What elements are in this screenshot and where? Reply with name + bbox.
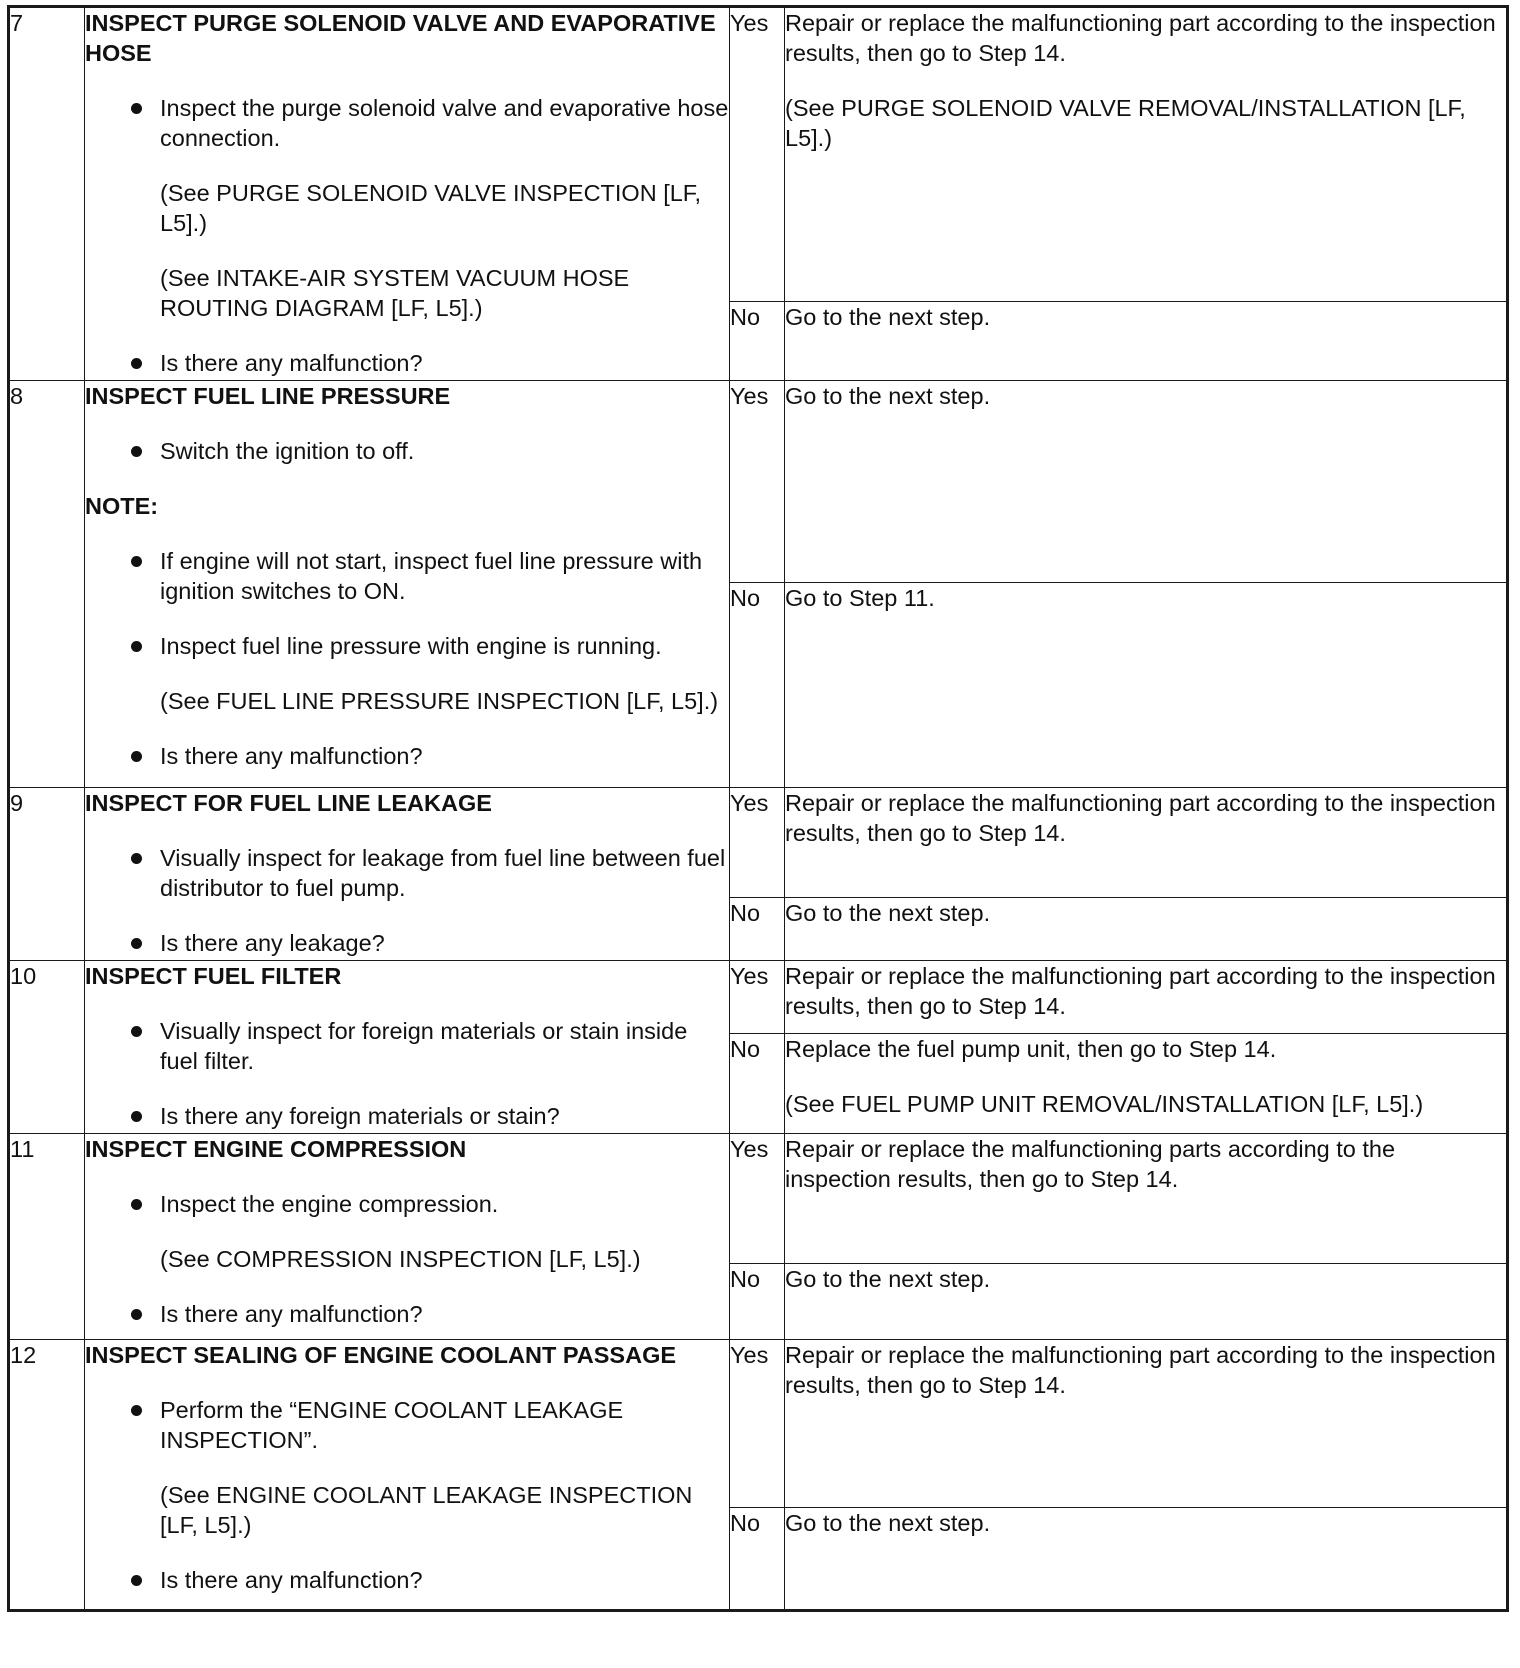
yes-label: Yes <box>730 1134 785 1264</box>
no-label: No <box>730 1508 785 1611</box>
inspection-bullet: Visually inspect for foreign materials or stain inside fuel filter. <box>85 1016 729 1076</box>
yes-action-cell <box>785 7 1508 302</box>
yes-label: Yes <box>730 7 785 302</box>
no-action-text: Go to Step 11. <box>785 585 935 611</box>
inspection-bullet: Visually inspect for leakage from fuel line between fuel distributor to fuel pump. <box>85 843 729 903</box>
no-action-cell <box>785 583 1508 788</box>
yes-action-text: Repair or replace the malfunctioning part according to the inspection results, then go to Step 14. <box>785 10 1496 66</box>
step-8-yes-row <box>9 381 1508 583</box>
no-label: No <box>730 1264 785 1340</box>
yes-action-text: Repair or replace the malfunctioning part according to the inspection results, then go to Step 14. <box>785 1342 1496 1398</box>
reference-text: (See FUEL LINE PRESSURE INSPECTION [LF, L5].) <box>160 688 719 714</box>
reference-text: (See ENGINE COOLANT LEAKAGE INSPECTION [LF, L5].) <box>160 1482 693 1538</box>
step-number: 8 <box>9 381 85 788</box>
inspection-question: Is there any malfunction? <box>85 348 729 378</box>
inspection-title: INSPECT FUEL LINE PRESSURE <box>85 383 451 409</box>
yes-action-text: Repair or replace the malfunctioning part according to the inspection results, then go to Step 14. <box>785 963 1496 1019</box>
no-action-text: Go to the next step. <box>785 304 991 331</box>
yes-action-cell <box>785 788 1508 898</box>
reference-text: (See PURGE SOLENOID VALVE INSPECTION [LF, L5].) <box>160 180 702 236</box>
yes-action-cell <box>785 961 1508 1034</box>
inspection-question: Is there any leakage? <box>85 928 729 958</box>
inspection-cell <box>85 961 730 1134</box>
step-9-yes-row <box>9 788 1508 898</box>
inspection-cell <box>85 1134 730 1340</box>
inspection-title: INSPECT SEALING OF ENGINE COOLANT PASSAGE <box>85 1342 677 1368</box>
inspection-cell <box>85 381 730 788</box>
note-bullet: Inspect fuel line pressure with engine is running. <box>85 631 729 661</box>
no-label: No <box>730 1034 785 1134</box>
inspection-question: Is there any malfunction? <box>85 741 729 771</box>
step-7-yes-row <box>9 7 1508 302</box>
step-number: 12 <box>9 1340 85 1611</box>
inspection-bullet: Inspect the engine compression. <box>85 1189 729 1219</box>
reference-text: (See PURGE SOLENOID VALVE REMOVAL/INSTALLATION [LF, L5].) <box>785 95 1466 151</box>
step-12-yes-row <box>9 1340 1508 1508</box>
no-action-cell <box>785 1508 1508 1611</box>
no-label: No <box>730 302 785 381</box>
note-bullet: If engine will not start, inspect fuel line pressure with ignition switches to ON. <box>85 546 729 606</box>
step-number: 11 <box>9 1134 85 1340</box>
no-label: No <box>730 897 785 960</box>
reference-text: (See INTAKE-AIR SYSTEM VACUUM HOSE ROUTING DIAGRAM [LF, L5].) <box>160 265 630 321</box>
yes-label: Yes <box>730 788 785 898</box>
reference-text: (See COMPRESSION INSPECTION [LF, L5].) <box>160 1246 641 1272</box>
inspection-bullet: Perform the “ENGINE COOLANT LEAKAGE INSPECTION”. <box>85 1395 729 1455</box>
note-heading: NOTE: <box>85 493 159 519</box>
no-action-text: Go to the next step. <box>785 1266 991 1292</box>
yes-label: Yes <box>730 381 785 583</box>
diagnostic-procedure-table <box>7 5 1509 1612</box>
step-number: 9 <box>9 788 85 961</box>
inspection-question: Is there any malfunction? <box>85 1299 729 1329</box>
inspection-bullet: Inspect the purge solenoid valve and evaporative hose connection. <box>85 93 729 153</box>
inspection-question: Is there any foreign materials or stain? <box>85 1101 729 1131</box>
inspection-cell <box>85 1340 730 1611</box>
yes-action-cell <box>785 1340 1508 1508</box>
inspection-bullet: Switch the ignition to off. <box>85 436 729 466</box>
inspection-cell <box>85 788 730 961</box>
yes-action-cell <box>785 381 1508 583</box>
no-action-text: Go to the next step. <box>785 899 991 926</box>
inspection-title: INSPECT ENGINE COMPRESSION <box>85 1136 467 1162</box>
no-action-cell <box>785 302 1508 381</box>
no-action-cell <box>785 897 1508 960</box>
inspection-title: INSPECT FOR FUEL LINE LEAKAGE <box>85 790 492 816</box>
step-number: 7 <box>9 7 85 381</box>
step-10-yes-row <box>9 961 1508 1034</box>
no-label: No <box>730 583 785 788</box>
inspection-cell <box>85 7 730 381</box>
yes-label: Yes <box>730 961 785 1034</box>
inspection-title: INSPECT PURGE SOLENOID VALVE AND EVAPORATIVE HOSE <box>85 10 716 66</box>
yes-action-text: Repair or replace the malfunctioning parts according to the inspection results, then go to Step 14. <box>785 1136 1396 1192</box>
no-action-cell <box>785 1264 1508 1340</box>
yes-action-text: Go to the next step. <box>785 383 991 409</box>
step-11-yes-row <box>9 1134 1508 1264</box>
step-number: 10 <box>9 961 85 1134</box>
yes-label: Yes <box>730 1340 785 1508</box>
reference-text: (See FUEL PUMP UNIT REMOVAL/INSTALLATION [LF, L5].) <box>785 1091 1424 1118</box>
inspection-title: INSPECT FUEL FILTER <box>85 963 342 989</box>
yes-action-cell <box>785 1134 1508 1264</box>
yes-action-text: Repair or replace the malfunctioning part according to the inspection results, then go to Step 14. <box>785 790 1496 846</box>
no-action-text: Replace the fuel pump unit, then go to Step 14. <box>785 1036 1277 1063</box>
no-action-cell <box>785 1034 1508 1134</box>
inspection-question: Is there any malfunction? <box>85 1565 729 1595</box>
no-action-text: Go to the next step. <box>785 1510 991 1536</box>
